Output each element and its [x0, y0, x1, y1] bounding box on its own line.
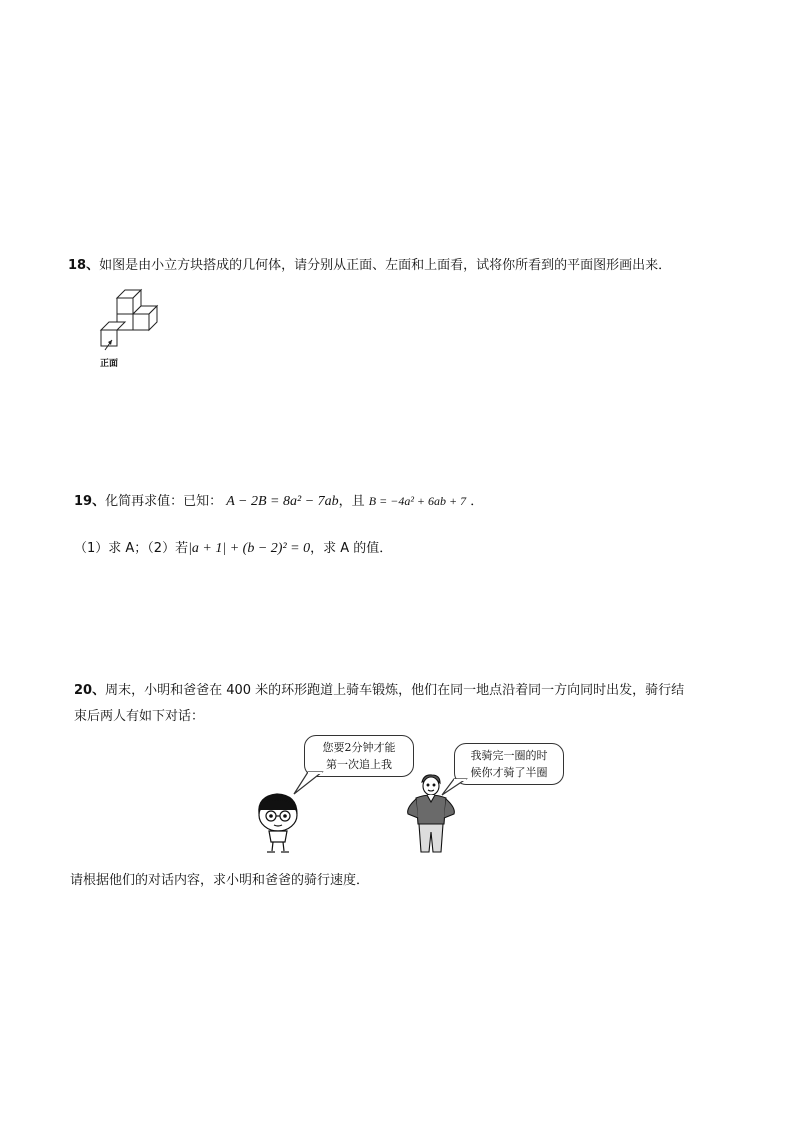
- condition-equation: |a + 1| + (b − 2)² = 0: [188, 541, 311, 556]
- question-19-number: 19、: [74, 494, 106, 509]
- boy-illustration: [253, 790, 303, 855]
- question-20: [74, 681, 734, 727]
- bubble-left-line2: 第一次追上我: [326, 758, 392, 771]
- question-20-line2: 束后两人有如下对话：: [74, 709, 205, 724]
- question-20-number: 20、: [74, 683, 106, 698]
- bubble-right-line1: 我骑完一圈的时: [470, 749, 548, 762]
- question-20-prompt: 请根据他们的对话内容，求小明和爸爸的骑行速度．: [70, 873, 370, 888]
- equation-2: B = −4a² + 6ab + 7: [368, 494, 467, 508]
- question-18: [68, 256, 671, 276]
- bubble-left-line1: 您要2分钟才能: [322, 741, 396, 754]
- question-19-part1: （1）求 A；（2）若: [74, 541, 189, 556]
- question-20-line1: 周末，小明和爸爸在 400 米的环形跑道上骑车锻炼，他们在同一地点沿着同一方向同时出发，骑行结: [105, 683, 685, 698]
- question-18-number: 18、: [68, 258, 100, 273]
- question-19-part2: ，求 A 的值．: [310, 541, 393, 556]
- question-19: [74, 491, 483, 512]
- cube-figure: [95, 288, 175, 358]
- question-19-prefix: 化简再求值：已知：: [105, 494, 223, 509]
- father-illustration: [400, 772, 462, 854]
- question-19-join: ，且: [338, 494, 365, 509]
- equation-1: A − 2B = 8a² − 7ab: [226, 494, 339, 509]
- question-19-end: ．: [470, 494, 484, 509]
- question-18-text: 如图是由小立方块搭成的几何体，请分别从正面、左面和上面看，试将你所看到的平面图形画出来．: [99, 258, 672, 273]
- front-view-caption: 正面: [100, 359, 119, 369]
- question-19-parts: [74, 539, 392, 559]
- bubble-right-line2: 候你才骑了半圈: [470, 766, 548, 779]
